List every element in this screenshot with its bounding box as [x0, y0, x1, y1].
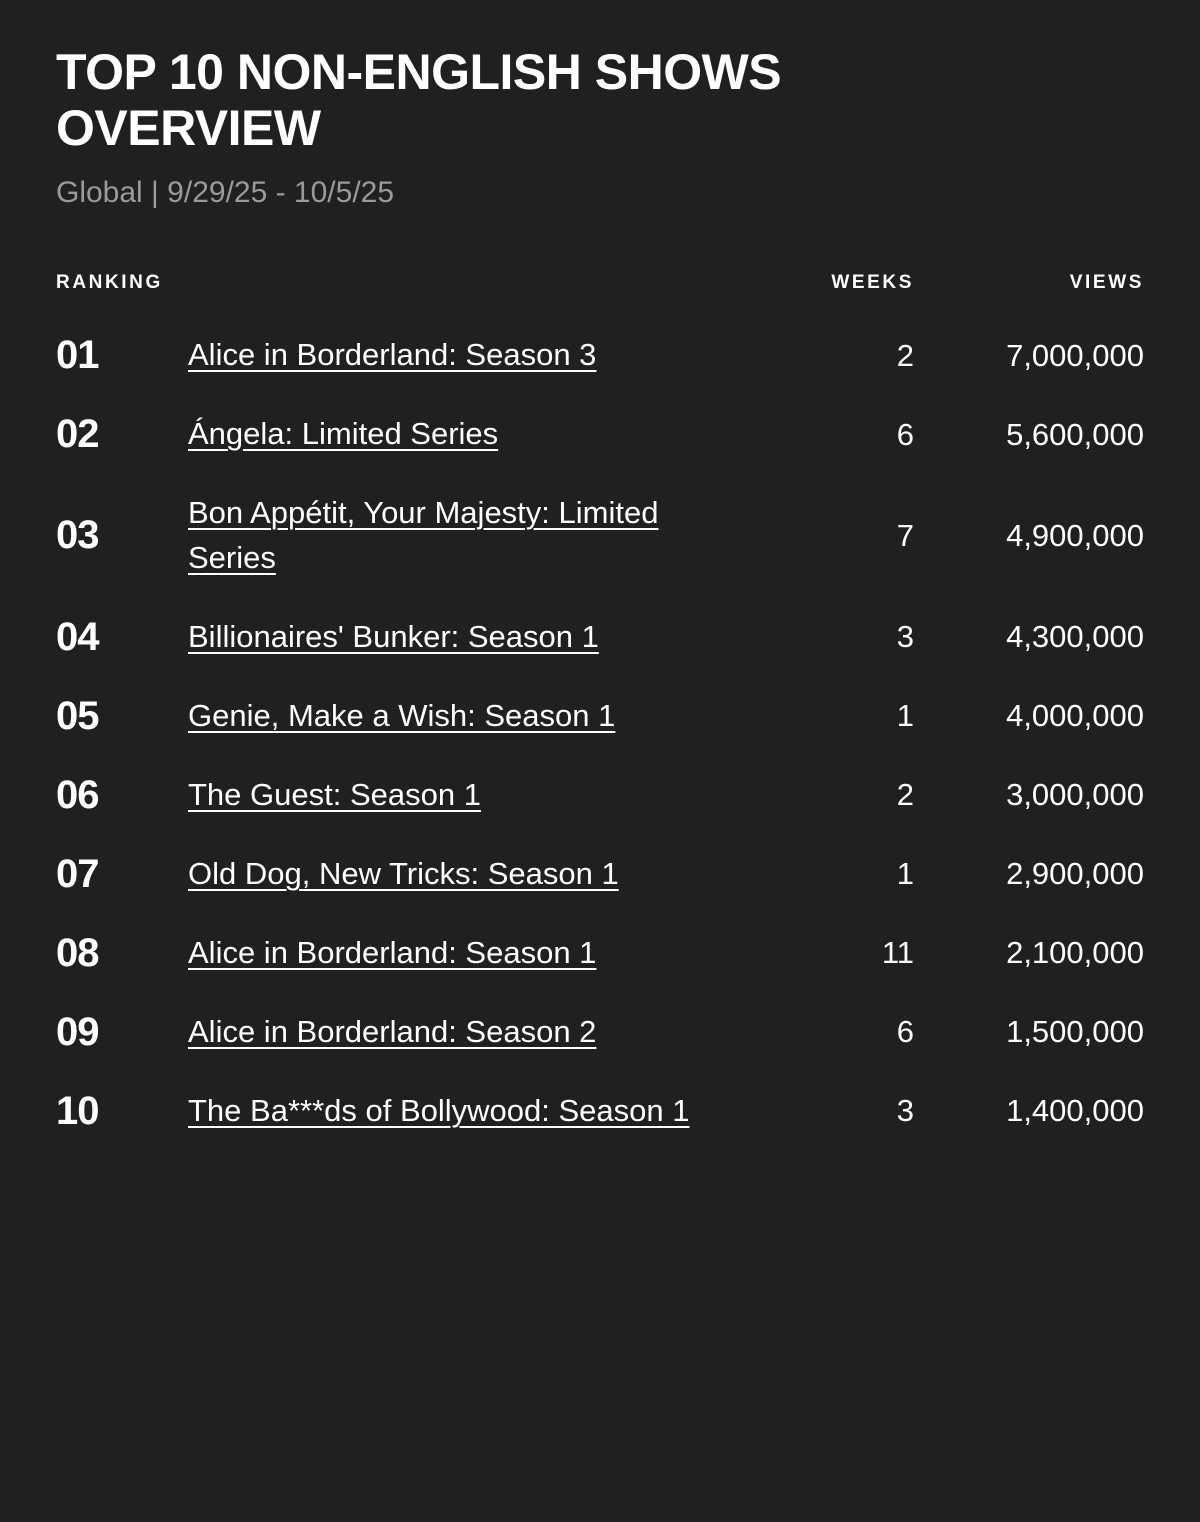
row-rank: 02 — [56, 412, 99, 456]
column-header-show — [188, 272, 754, 316]
row-rank: 05 — [56, 693, 99, 738]
column-header-ranking: RANKING — [56, 272, 163, 293]
row-show-title[interactable] — [188, 316, 754, 395]
show-link[interactable]: Genie, Make a Wish: Season 1 — [188, 697, 616, 733]
row-views: 7,000,000 — [1006, 337, 1144, 373]
row-show-title[interactable] — [188, 677, 754, 756]
row-weeks: 3 — [896, 1093, 914, 1129]
table-row — [56, 395, 1144, 474]
show-link[interactable]: Alice in Borderland: Season 2 — [188, 1013, 597, 1049]
table-row — [56, 677, 1144, 756]
row-show-title[interactable] — [188, 835, 754, 914]
row-rank: 07 — [56, 851, 99, 896]
row-weeks: 7 — [896, 517, 914, 553]
row-rank: 10 — [56, 1088, 99, 1133]
row-rank: 04 — [56, 614, 99, 659]
row-views: 2,900,000 — [1006, 856, 1144, 892]
row-weeks: 1 — [896, 856, 914, 892]
row-weeks: 3 — [896, 619, 914, 655]
row-rank: 03 — [56, 513, 99, 558]
row-rank: 06 — [56, 772, 99, 817]
row-weeks: 11 — [881, 935, 914, 971]
top10-table — [56, 272, 1144, 1151]
page-subtitle: Global | 9/29/25 - 10/5/25 — [56, 176, 395, 209]
column-header-views: VIEWS — [1069, 272, 1144, 293]
row-rank: 08 — [56, 930, 99, 975]
show-link[interactable]: Ángela: Limited Series — [188, 416, 499, 452]
page-title: TOP 10 NON-ENGLISH SHOWS OVERVIEW — [56, 44, 782, 156]
row-show-title[interactable] — [188, 474, 754, 598]
row-show-title[interactable] — [188, 993, 754, 1072]
show-link[interactable]: Bon Appétit, Your Majesty: Limited Series — [188, 495, 659, 575]
row-views: 1,500,000 — [1006, 1014, 1144, 1050]
row-views: 5,600,000 — [1006, 416, 1144, 452]
show-link[interactable]: Alice in Borderland: Season 1 — [188, 934, 597, 970]
show-link[interactable]: Old Dog, New Tricks: Season 1 — [188, 855, 619, 891]
row-weeks: 2 — [896, 337, 914, 373]
table-row — [56, 474, 1144, 598]
row-rank: 09 — [56, 1009, 99, 1054]
table-header — [56, 272, 1144, 316]
row-weeks: 2 — [896, 777, 914, 813]
show-link[interactable]: The Ba***ds of Bollywood: Season 1 — [188, 1092, 690, 1128]
table-header-row — [56, 272, 1144, 316]
row-show-title[interactable] — [188, 756, 754, 835]
row-rank: 01 — [56, 333, 99, 377]
table-row — [56, 756, 1144, 835]
row-show-title[interactable] — [188, 1072, 754, 1151]
table-row — [56, 914, 1144, 993]
row-views: 3,000,000 — [1006, 777, 1144, 813]
show-link[interactable]: Billionaires' Bunker: Season 1 — [188, 618, 599, 654]
row-weeks: 6 — [896, 1014, 914, 1050]
table-row — [56, 316, 1144, 395]
show-link[interactable]: The Guest: Season 1 — [188, 776, 481, 812]
table-row — [56, 993, 1144, 1072]
table-row — [56, 1072, 1144, 1151]
table-body — [56, 316, 1144, 1151]
column-header-weeks: WEEKS — [831, 272, 914, 293]
row-show-title[interactable] — [188, 395, 754, 474]
table-row — [56, 598, 1144, 677]
row-views: 2,100,000 — [1006, 935, 1144, 971]
row-show-title[interactable] — [188, 598, 754, 677]
row-views: 4,300,000 — [1006, 619, 1144, 655]
row-views: 4,000,000 — [1006, 698, 1144, 734]
row-weeks: 6 — [896, 416, 914, 452]
row-weeks: 1 — [896, 698, 914, 734]
table-row — [56, 835, 1144, 914]
row-views: 1,400,000 — [1006, 1093, 1144, 1129]
show-link[interactable]: Alice in Borderland: Season 3 — [188, 337, 597, 373]
row-views: 4,900,000 — [1006, 517, 1144, 553]
row-show-title[interactable] — [188, 914, 754, 993]
